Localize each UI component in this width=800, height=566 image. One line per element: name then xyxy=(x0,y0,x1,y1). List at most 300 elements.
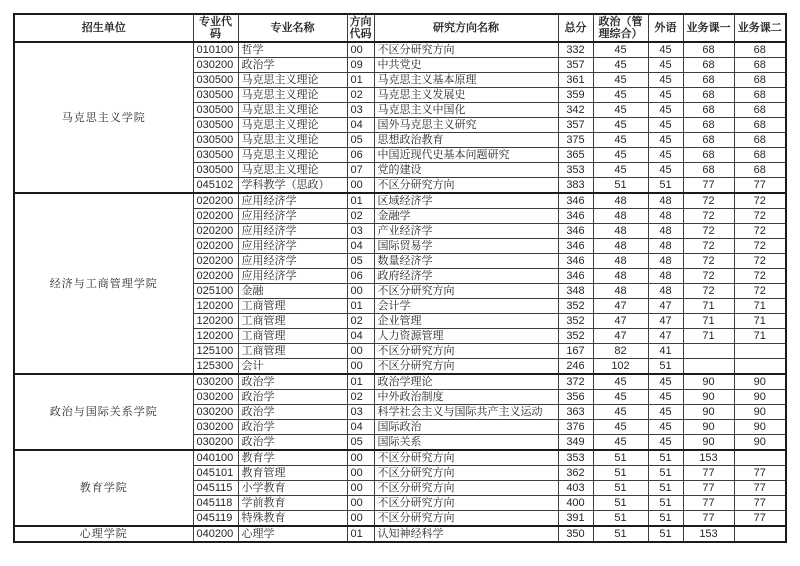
course1-cell: 72 xyxy=(683,209,734,224)
foreign-cell: 48 xyxy=(648,193,683,209)
major-name-cell: 应用经济学 xyxy=(238,254,347,269)
course1-cell: 68 xyxy=(683,133,734,148)
dir-code-cell: 00 xyxy=(347,284,374,299)
dir-code-cell: 03 xyxy=(347,103,374,118)
course1-cell: 68 xyxy=(683,42,734,58)
dir-name-cell: 不区分研究方向 xyxy=(374,511,558,527)
dir-code-cell: 00 xyxy=(347,511,374,527)
total-cell: 357 xyxy=(558,118,593,133)
politics-cell: 45 xyxy=(593,42,648,58)
course2-cell: 72 xyxy=(734,254,786,269)
dir-code-cell: 04 xyxy=(347,329,374,344)
foreign-cell: 45 xyxy=(648,88,683,103)
dir-name-cell: 金融学 xyxy=(374,209,558,224)
major-code-cell: 010100 xyxy=(193,42,238,58)
major-code-cell: 045101 xyxy=(193,466,238,481)
dir-code-cell: 06 xyxy=(347,148,374,163)
dir-code-cell: 00 xyxy=(347,178,374,194)
total-cell: 352 xyxy=(558,329,593,344)
dir-code-cell: 00 xyxy=(347,42,374,58)
dir-name-cell: 人力资源管理 xyxy=(374,329,558,344)
politics-cell: 45 xyxy=(593,118,648,133)
header-course1: 业务课一 xyxy=(683,14,734,42)
course1-cell: 77 xyxy=(683,481,734,496)
total-cell: 376 xyxy=(558,420,593,435)
major-code-cell: 030200 xyxy=(193,420,238,435)
unit-cell: 马克思主义学院 xyxy=(14,42,193,193)
major-name-cell: 马克思主义理论 xyxy=(238,163,347,178)
total-cell: 356 xyxy=(558,390,593,405)
course1-cell: 68 xyxy=(683,163,734,178)
course2-cell: 68 xyxy=(734,133,786,148)
course2-cell xyxy=(734,450,786,466)
politics-cell: 45 xyxy=(593,133,648,148)
dir-name-cell: 不区分研究方向 xyxy=(374,450,558,466)
major-name-cell: 政治学 xyxy=(238,58,347,73)
politics-cell: 82 xyxy=(593,344,648,359)
course2-cell: 68 xyxy=(734,148,786,163)
politics-cell: 45 xyxy=(593,148,648,163)
total-cell: 167 xyxy=(558,344,593,359)
major-code-cell: 045102 xyxy=(193,178,238,194)
major-name-cell: 马克思主义理论 xyxy=(238,88,347,103)
major-name-cell: 哲学 xyxy=(238,42,347,58)
course2-cell: 68 xyxy=(734,118,786,133)
foreign-cell: 48 xyxy=(648,209,683,224)
major-name-cell: 马克思主义理论 xyxy=(238,103,347,118)
admission-score-sheet xyxy=(13,13,787,543)
total-cell: 346 xyxy=(558,269,593,284)
unit-cell: 心理学院 xyxy=(14,526,193,542)
course1-cell: 68 xyxy=(683,118,734,133)
foreign-cell: 51 xyxy=(648,178,683,194)
politics-cell: 48 xyxy=(593,254,648,269)
total-cell: 357 xyxy=(558,58,593,73)
dir-name-cell: 科学社会主义与国际共产主义运动 xyxy=(374,405,558,420)
course1-cell: 72 xyxy=(683,284,734,299)
major-name-cell: 马克思主义理论 xyxy=(238,118,347,133)
major-code-cell: 020200 xyxy=(193,239,238,254)
foreign-cell: 48 xyxy=(648,239,683,254)
course2-cell: 90 xyxy=(734,405,786,420)
course1-cell: 71 xyxy=(683,329,734,344)
major-code-cell: 030500 xyxy=(193,118,238,133)
major-code-cell: 045115 xyxy=(193,481,238,496)
total-cell: 353 xyxy=(558,163,593,178)
major-name-cell: 马克思主义理论 xyxy=(238,148,347,163)
table-row xyxy=(14,526,786,542)
total-cell: 403 xyxy=(558,481,593,496)
major-name-cell: 政治学 xyxy=(238,435,347,451)
politics-cell: 45 xyxy=(593,420,648,435)
dir-name-cell: 不区分研究方向 xyxy=(374,178,558,194)
politics-cell: 51 xyxy=(593,466,648,481)
politics-cell: 47 xyxy=(593,329,648,344)
course1-cell: 77 xyxy=(683,511,734,527)
major-code-cell: 120200 xyxy=(193,314,238,329)
major-name-cell: 政治学 xyxy=(238,405,347,420)
course1-cell: 72 xyxy=(683,224,734,239)
course2-cell: 72 xyxy=(734,239,786,254)
major-name-cell: 马克思主义理论 xyxy=(238,73,347,88)
politics-cell: 48 xyxy=(593,193,648,209)
dir-name-cell: 思想政治教育 xyxy=(374,133,558,148)
dir-name-cell: 不区分研究方向 xyxy=(374,344,558,359)
course1-cell: 153 xyxy=(683,450,734,466)
dir-code-cell: 05 xyxy=(347,254,374,269)
foreign-cell: 51 xyxy=(648,359,683,375)
foreign-cell: 51 xyxy=(648,481,683,496)
dir-name-cell: 不区分研究方向 xyxy=(374,42,558,58)
foreign-cell: 51 xyxy=(648,511,683,527)
major-name-cell: 应用经济学 xyxy=(238,269,347,284)
major-code-cell: 030200 xyxy=(193,405,238,420)
total-cell: 346 xyxy=(558,239,593,254)
major-name-cell: 马克思主义理论 xyxy=(238,133,347,148)
dir-code-cell: 00 xyxy=(347,466,374,481)
course1-cell: 72 xyxy=(683,239,734,254)
dir-name-cell: 不区分研究方向 xyxy=(374,466,558,481)
dir-code-cell: 01 xyxy=(347,299,374,314)
dir-name-cell: 中国近现代史基本问题研究 xyxy=(374,148,558,163)
dir-name-cell: 国际关系 xyxy=(374,435,558,451)
foreign-cell: 45 xyxy=(648,163,683,178)
dir-name-cell: 产业经济学 xyxy=(374,224,558,239)
dir-name-cell: 不区分研究方向 xyxy=(374,284,558,299)
dir-code-cell: 05 xyxy=(347,435,374,451)
politics-cell: 45 xyxy=(593,103,648,118)
course2-cell: 77 xyxy=(734,481,786,496)
politics-cell: 47 xyxy=(593,299,648,314)
table-row xyxy=(14,374,786,390)
header-dir-name: 研究方向名称 xyxy=(374,14,558,42)
major-name-cell: 小学教育 xyxy=(238,481,347,496)
politics-cell: 48 xyxy=(593,284,648,299)
course1-cell: 90 xyxy=(683,420,734,435)
total-cell: 346 xyxy=(558,209,593,224)
politics-cell: 48 xyxy=(593,269,648,284)
major-code-cell: 045118 xyxy=(193,496,238,511)
politics-cell: 102 xyxy=(593,359,648,375)
dir-name-cell: 中外政治制度 xyxy=(374,390,558,405)
header-course2: 业务课二 xyxy=(734,14,786,42)
dir-code-cell: 04 xyxy=(347,118,374,133)
foreign-cell: 45 xyxy=(648,435,683,451)
course2-cell: 72 xyxy=(734,224,786,239)
unit-cell: 政治与国际关系学院 xyxy=(14,374,193,450)
course1-cell: 77 xyxy=(683,466,734,481)
dir-code-cell: 02 xyxy=(347,209,374,224)
foreign-cell: 48 xyxy=(648,269,683,284)
major-name-cell: 教育学 xyxy=(238,450,347,466)
major-code-cell: 040100 xyxy=(193,450,238,466)
dir-name-cell: 马克思主义中国化 xyxy=(374,103,558,118)
dir-code-cell: 02 xyxy=(347,88,374,103)
major-name-cell: 政治学 xyxy=(238,390,347,405)
total-cell: 332 xyxy=(558,42,593,58)
header-major-code: 专业代码 xyxy=(193,14,238,42)
total-cell: 391 xyxy=(558,511,593,527)
total-cell: 372 xyxy=(558,374,593,390)
dir-code-cell: 00 xyxy=(347,496,374,511)
foreign-cell: 51 xyxy=(648,466,683,481)
politics-cell: 51 xyxy=(593,450,648,466)
course1-cell: 90 xyxy=(683,390,734,405)
foreign-cell: 51 xyxy=(648,496,683,511)
dir-name-cell: 马克思主义基本原理 xyxy=(374,73,558,88)
table-body xyxy=(14,42,786,542)
course2-cell: 77 xyxy=(734,178,786,194)
major-name-cell: 工商管理 xyxy=(238,344,347,359)
course1-cell: 71 xyxy=(683,314,734,329)
politics-cell: 45 xyxy=(593,58,648,73)
total-cell: 346 xyxy=(558,224,593,239)
politics-cell: 45 xyxy=(593,405,648,420)
course2-cell xyxy=(734,526,786,542)
foreign-cell: 45 xyxy=(648,73,683,88)
admission-score-table xyxy=(13,13,787,543)
foreign-cell: 48 xyxy=(648,284,683,299)
politics-cell: 45 xyxy=(593,390,648,405)
major-code-cell: 030500 xyxy=(193,133,238,148)
major-code-cell: 125100 xyxy=(193,344,238,359)
course2-cell xyxy=(734,344,786,359)
course1-cell: 90 xyxy=(683,405,734,420)
foreign-cell: 45 xyxy=(648,42,683,58)
course2-cell: 71 xyxy=(734,314,786,329)
major-name-cell: 学前教育 xyxy=(238,496,347,511)
total-cell: 363 xyxy=(558,405,593,420)
major-name-cell: 特殊教育 xyxy=(238,511,347,527)
foreign-cell: 45 xyxy=(648,118,683,133)
major-name-cell: 工商管理 xyxy=(238,314,347,329)
total-cell: 346 xyxy=(558,193,593,209)
total-cell: 359 xyxy=(558,88,593,103)
course1-cell: 71 xyxy=(683,299,734,314)
dir-code-cell: 05 xyxy=(347,133,374,148)
total-cell: 365 xyxy=(558,148,593,163)
dir-code-cell: 01 xyxy=(347,73,374,88)
course1-cell: 68 xyxy=(683,88,734,103)
major-code-cell: 020200 xyxy=(193,209,238,224)
dir-code-cell: 04 xyxy=(347,420,374,435)
major-code-cell: 020200 xyxy=(193,269,238,284)
major-code-cell: 020200 xyxy=(193,224,238,239)
course1-cell: 77 xyxy=(683,496,734,511)
header-foreign: 外语 xyxy=(648,14,683,42)
total-cell: 352 xyxy=(558,314,593,329)
major-code-cell: 030500 xyxy=(193,163,238,178)
major-code-cell: 020200 xyxy=(193,254,238,269)
table-row xyxy=(14,450,786,466)
major-name-cell: 会计 xyxy=(238,359,347,375)
major-code-cell: 120200 xyxy=(193,299,238,314)
course2-cell: 68 xyxy=(734,88,786,103)
dir-name-cell: 马克思主义发展史 xyxy=(374,88,558,103)
course2-cell: 77 xyxy=(734,511,786,527)
dir-name-cell: 中共党史 xyxy=(374,58,558,73)
major-code-cell: 030200 xyxy=(193,374,238,390)
course1-cell: 90 xyxy=(683,374,734,390)
politics-cell: 51 xyxy=(593,178,648,194)
foreign-cell: 45 xyxy=(648,420,683,435)
foreign-cell: 45 xyxy=(648,148,683,163)
total-cell: 400 xyxy=(558,496,593,511)
course1-cell: 68 xyxy=(683,58,734,73)
total-cell: 348 xyxy=(558,284,593,299)
dir-name-cell: 党的建设 xyxy=(374,163,558,178)
foreign-cell: 47 xyxy=(648,299,683,314)
dir-name-cell: 数量经济学 xyxy=(374,254,558,269)
major-name-cell: 应用经济学 xyxy=(238,239,347,254)
major-name-cell: 教育管理 xyxy=(238,466,347,481)
course1-cell: 72 xyxy=(683,269,734,284)
total-cell: 350 xyxy=(558,526,593,542)
course2-cell: 68 xyxy=(734,58,786,73)
dir-code-cell: 01 xyxy=(347,374,374,390)
foreign-cell: 41 xyxy=(648,344,683,359)
foreign-cell: 45 xyxy=(648,58,683,73)
dir-name-cell: 政府经济学 xyxy=(374,269,558,284)
foreign-cell: 47 xyxy=(648,329,683,344)
header-major-name: 专业名称 xyxy=(238,14,347,42)
dir-code-cell: 00 xyxy=(347,481,374,496)
course1-cell: 90 xyxy=(683,435,734,451)
dir-name-cell: 不区分研究方向 xyxy=(374,481,558,496)
foreign-cell: 45 xyxy=(648,405,683,420)
major-name-cell: 政治学 xyxy=(238,420,347,435)
politics-cell: 45 xyxy=(593,73,648,88)
course2-cell: 71 xyxy=(734,329,786,344)
major-code-cell: 120200 xyxy=(193,329,238,344)
total-cell: 353 xyxy=(558,450,593,466)
course1-cell xyxy=(683,359,734,375)
dir-code-cell: 00 xyxy=(347,344,374,359)
total-cell: 346 xyxy=(558,254,593,269)
course1-cell: 77 xyxy=(683,178,734,194)
course2-cell: 77 xyxy=(734,466,786,481)
foreign-cell: 45 xyxy=(648,103,683,118)
header-politics: 政治（管理综合） xyxy=(593,14,648,42)
major-code-cell: 020200 xyxy=(193,193,238,209)
major-name-cell: 工商管理 xyxy=(238,299,347,314)
course1-cell: 72 xyxy=(683,193,734,209)
major-code-cell: 025100 xyxy=(193,284,238,299)
course1-cell: 68 xyxy=(683,73,734,88)
course2-cell: 72 xyxy=(734,269,786,284)
foreign-cell: 47 xyxy=(648,314,683,329)
foreign-cell: 48 xyxy=(648,224,683,239)
total-cell: 246 xyxy=(558,359,593,375)
course2-cell: 68 xyxy=(734,42,786,58)
dir-name-cell: 国际政治 xyxy=(374,420,558,435)
course1-cell: 68 xyxy=(683,148,734,163)
major-name-cell: 金融 xyxy=(238,284,347,299)
dir-name-cell: 不区分研究方向 xyxy=(374,359,558,375)
foreign-cell: 48 xyxy=(648,254,683,269)
politics-cell: 51 xyxy=(593,511,648,527)
major-name-cell: 政治学 xyxy=(238,374,347,390)
total-cell: 342 xyxy=(558,103,593,118)
major-name-cell: 工商管理 xyxy=(238,329,347,344)
unit-cell: 教育学院 xyxy=(14,450,193,526)
header-row xyxy=(14,14,786,42)
course1-cell: 68 xyxy=(683,103,734,118)
major-code-cell: 125300 xyxy=(193,359,238,375)
dir-code-cell: 02 xyxy=(347,314,374,329)
politics-cell: 48 xyxy=(593,209,648,224)
dir-name-cell: 企业管理 xyxy=(374,314,558,329)
header-total: 总分 xyxy=(558,14,593,42)
major-code-cell: 030500 xyxy=(193,103,238,118)
dir-name-cell: 政治学理论 xyxy=(374,374,558,390)
dir-code-cell: 00 xyxy=(347,450,374,466)
dir-code-cell: 02 xyxy=(347,390,374,405)
foreign-cell: 51 xyxy=(648,526,683,542)
course2-cell: 90 xyxy=(734,390,786,405)
dir-code-cell: 01 xyxy=(347,193,374,209)
dir-name-cell: 不区分研究方向 xyxy=(374,496,558,511)
politics-cell: 51 xyxy=(593,526,648,542)
major-name-cell: 学科教学（思政） xyxy=(238,178,347,194)
course2-cell: 72 xyxy=(734,193,786,209)
politics-cell: 48 xyxy=(593,224,648,239)
course2-cell: 90 xyxy=(734,435,786,451)
politics-cell: 45 xyxy=(593,88,648,103)
dir-name-cell: 会计学 xyxy=(374,299,558,314)
dir-code-cell: 03 xyxy=(347,405,374,420)
major-code-cell: 030200 xyxy=(193,390,238,405)
course2-cell: 68 xyxy=(734,163,786,178)
total-cell: 349 xyxy=(558,435,593,451)
course2-cell: 90 xyxy=(734,374,786,390)
politics-cell: 45 xyxy=(593,374,648,390)
foreign-cell: 45 xyxy=(648,390,683,405)
major-name-cell: 心理学 xyxy=(238,526,347,542)
major-name-cell: 应用经济学 xyxy=(238,209,347,224)
dir-code-cell: 06 xyxy=(347,269,374,284)
table-row xyxy=(14,42,786,58)
politics-cell: 45 xyxy=(593,163,648,178)
dir-code-cell: 00 xyxy=(347,359,374,375)
course2-cell: 90 xyxy=(734,420,786,435)
total-cell: 361 xyxy=(558,73,593,88)
course2-cell: 72 xyxy=(734,209,786,224)
politics-cell: 47 xyxy=(593,314,648,329)
dir-code-cell: 09 xyxy=(347,58,374,73)
foreign-cell: 51 xyxy=(648,450,683,466)
total-cell: 352 xyxy=(558,299,593,314)
dir-code-cell: 03 xyxy=(347,224,374,239)
dir-code-cell: 07 xyxy=(347,163,374,178)
course1-cell xyxy=(683,344,734,359)
course1-cell: 72 xyxy=(683,254,734,269)
unit-cell: 经济与工商管理学院 xyxy=(14,193,193,374)
dir-code-cell: 04 xyxy=(347,239,374,254)
major-code-cell: 030500 xyxy=(193,148,238,163)
course2-cell: 77 xyxy=(734,496,786,511)
dir-name-cell: 认知神经科学 xyxy=(374,526,558,542)
major-code-cell: 030200 xyxy=(193,435,238,451)
course2-cell xyxy=(734,359,786,375)
total-cell: 383 xyxy=(558,178,593,194)
politics-cell: 48 xyxy=(593,239,648,254)
foreign-cell: 45 xyxy=(648,133,683,148)
dir-code-cell: 01 xyxy=(347,526,374,542)
header-dir-code: 方向代码 xyxy=(347,14,374,42)
major-code-cell: 030500 xyxy=(193,88,238,103)
table-header xyxy=(14,14,786,42)
